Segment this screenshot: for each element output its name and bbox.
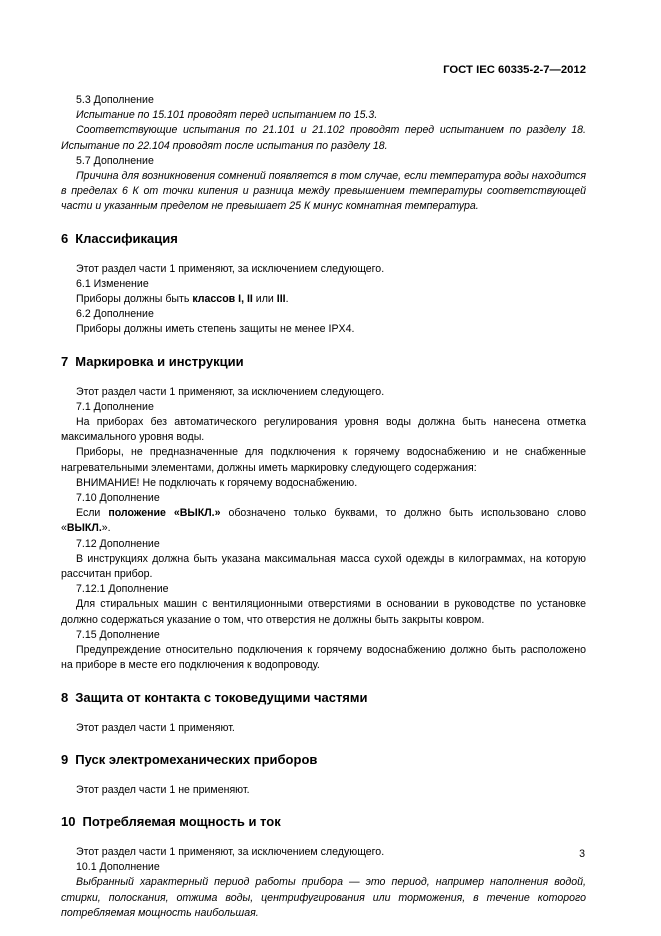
clause-5-7-heading: 5.7 Дополнение — [76, 154, 154, 167]
clause-6-1-text — [61, 292, 586, 307]
clause-7-1-warning: ВНИМАНИЕ! Не подключать к горячему водоснабжению. — [76, 476, 358, 489]
clause-5-7-text: Причина для возникновения сомнений появляется в том случае, если температура воды находится в пределах 6 К от точки кипения и разница между превышением температуры соответствующей части и указанным пределом не превышает 25 К минус комнатная температура. — [61, 170, 586, 213]
clause-7-1-text-2: Приборы, не предназначенные для подключения к горячему водоснабжению и не снабженные нагревательными элементами, должны иметь маркировку следующего содержания: — [61, 446, 586, 474]
bold-run: положение «ВЫКЛ.» — [108, 507, 221, 520]
text-run: обозначено только буквами, то должно быть использовано слово « — [61, 507, 586, 535]
section-title: Защита от контакта с токоведущими частями — [75, 689, 368, 705]
section-7-intro: Этот раздел части 1 применяют, за исключением следующего. — [76, 385, 385, 398]
clause-6-2-text: Приборы должны иметь степень защиты не менее IPX4. — [76, 323, 355, 336]
section-number: 7 — [61, 353, 69, 369]
section-title: Потребляемая мощность и ток — [82, 813, 281, 829]
text-run: Если — [76, 507, 109, 520]
standard-header: ГОСТ IEC 60335-2-7—2012 — [443, 64, 586, 76]
clause-10-1-heading: 10.1 Дополнение — [76, 861, 160, 874]
clause-7-12-1-heading: 7.12.1 Дополнение — [76, 583, 169, 596]
section-number: 9 — [61, 751, 69, 767]
clause-7-15-heading: 7.15 Дополнение — [76, 628, 160, 641]
clause-7-1-heading: 7.1 Дополнение — [76, 400, 154, 413]
bold-run: III — [276, 293, 286, 306]
section-8-text: Этот раздел части 1 применяют. — [76, 721, 235, 734]
section-8-heading — [61, 690, 586, 706]
section-number: 6 — [61, 230, 69, 246]
text-run: или — [252, 293, 277, 306]
section-9-heading — [61, 752, 586, 768]
clause-7-10-heading: 7.10 Дополнение — [76, 492, 160, 505]
clause-7-15-text: Предупреждение относительно подключения к горячему водоснабжению должно быть расположено на приборе в месте его подключения к водопроводу. — [61, 644, 586, 672]
clause-7-1-text-1: На приборах без автоматического регулирования уровня воды должна быть нанесена отметка максимального уровня воды. — [61, 416, 586, 444]
text-run: ». — [101, 522, 111, 535]
section-9-text: Этот раздел части 1 не применяют. — [76, 783, 250, 796]
clause-10-1-text: Выбранный характерный период работы прибора — это период, например наполнения водой, стирки, полоскания, отжима воды, центрифугирования или торможения, в течение которого потребляемая мощность наибольшая. — [61, 876, 586, 919]
section-title: Маркировка и инструкции — [75, 353, 244, 369]
section-10-intro: Этот раздел части 1 применяют, за исключением следующего. — [76, 845, 385, 858]
clause-5-3-heading: 5.3 Дополнение — [76, 94, 154, 106]
clause-5-3-text-2: Соответствующие испытания по 21.101 и 21.102 проводят перед испытанием по разделу 18. Испытание по 22.104 проводят после испытания по разделу 18. — [61, 124, 586, 152]
clause-7-12-1-text: Для стиральных машин с вентиляционными отверстиями в основании в руководстве по установке должно содержаться указание о том, что отверстия не должны быть закрыты ковром. — [61, 598, 586, 626]
clause-7-10-text — [61, 506, 586, 536]
section-10-heading — [61, 814, 586, 830]
clause-7-12-heading: 7.12 Дополнение — [76, 537, 160, 550]
page-number: 3 — [579, 848, 585, 860]
section-6-intro: Этот раздел части 1 применяют, за исключением следующего. — [76, 262, 385, 275]
section-number: 8 — [61, 689, 69, 705]
section-title: Классификация — [75, 230, 178, 246]
clause-6-1-heading: 6.1 Изменение — [76, 277, 149, 290]
text-run: Приборы должны быть — [76, 293, 193, 306]
section-number: 10 — [61, 813, 76, 829]
section-title: Пуск электромеханических приборов — [75, 751, 318, 767]
bold-run: ВЫКЛ. — [66, 522, 102, 535]
clause-6-2-heading: 6.2 Дополнение — [76, 308, 154, 321]
section-7-heading — [61, 354, 586, 370]
document-body — [61, 93, 586, 921]
clause-5-3-text-1: Испытание по 15.101 проводят перед испытанием по 15.3. — [76, 109, 378, 122]
text-run: . — [285, 293, 289, 306]
section-6-heading — [61, 231, 586, 247]
clause-7-12-text: В инструкциях должна быть указана максимальная масса сухой одежды в килограммах, на которую рассчитан прибор. — [61, 552, 586, 581]
bold-run: классов I, II — [192, 293, 253, 306]
